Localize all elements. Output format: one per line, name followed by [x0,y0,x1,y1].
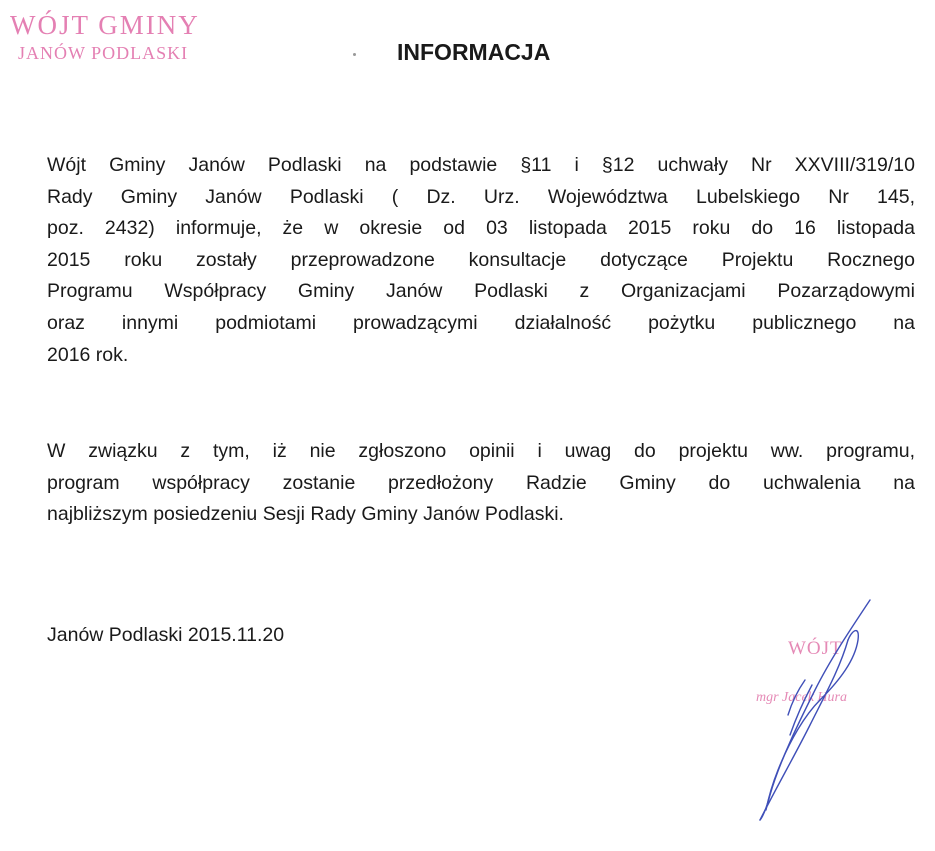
signature-stamp-name: mgr Jacek Hura [756,690,847,705]
paragraph-2-line: program współpracy zostanie przedłożony Radzie Gminy do uchwalenia na [47,471,915,494]
paragraph-1-line: Programu Współpracy Gminy Janów Podlaski z Organizacjami Pozarządowymi [47,280,915,303]
paragraph-2 [47,436,915,531]
office-stamp-line1: WÓJT GMINY [10,10,200,40]
paragraph-1-line: poz. 2432) informuje, że w okresie od 03 listopada 2015 roku do 16 listopada [47,217,915,240]
scan-speck [353,53,356,56]
place-and-date: Janów Podlaski 2015.11.20 [47,624,285,646]
document-title: INFORMACJA [397,39,551,65]
signature-stamp-title: WÓJT [788,638,843,659]
paragraph-2-line: najbliższym posiedzeniu Sesji Rady Gminy Janów Podlaski. [47,503,564,526]
paragraph-1-line: oraz innymi podmiotami prowadzącymi działalność pożytku publicznego na [47,311,915,334]
office-stamp-line2: JANÓW PODLASKI [18,43,189,63]
handwritten-signature-icon [700,590,930,830]
paragraph-1-line: 2016 rok. [47,343,129,366]
paragraph-1-line: Rady Gminy Janów Podlaski ( Dz. Urz. Województwa Lubelskiego Nr 145, [47,185,915,208]
paragraph-1-line: 2015 roku zostały przeprowadzone konsultacje dotyczące Projektu Rocznego [47,248,915,271]
office-stamp [10,10,200,64]
paragraph-1 [47,150,915,371]
paragraph-1-line: Wójt Gminy Janów Podlaski na podstawie §11 i §12 uchwały Nr XXVIII/319/10 [47,154,915,176]
signature-block [700,590,930,830]
paragraph-2-line: W związku z tym, iż nie zgłoszono opinii i uwag do projektu ww. programu, [47,440,915,462]
